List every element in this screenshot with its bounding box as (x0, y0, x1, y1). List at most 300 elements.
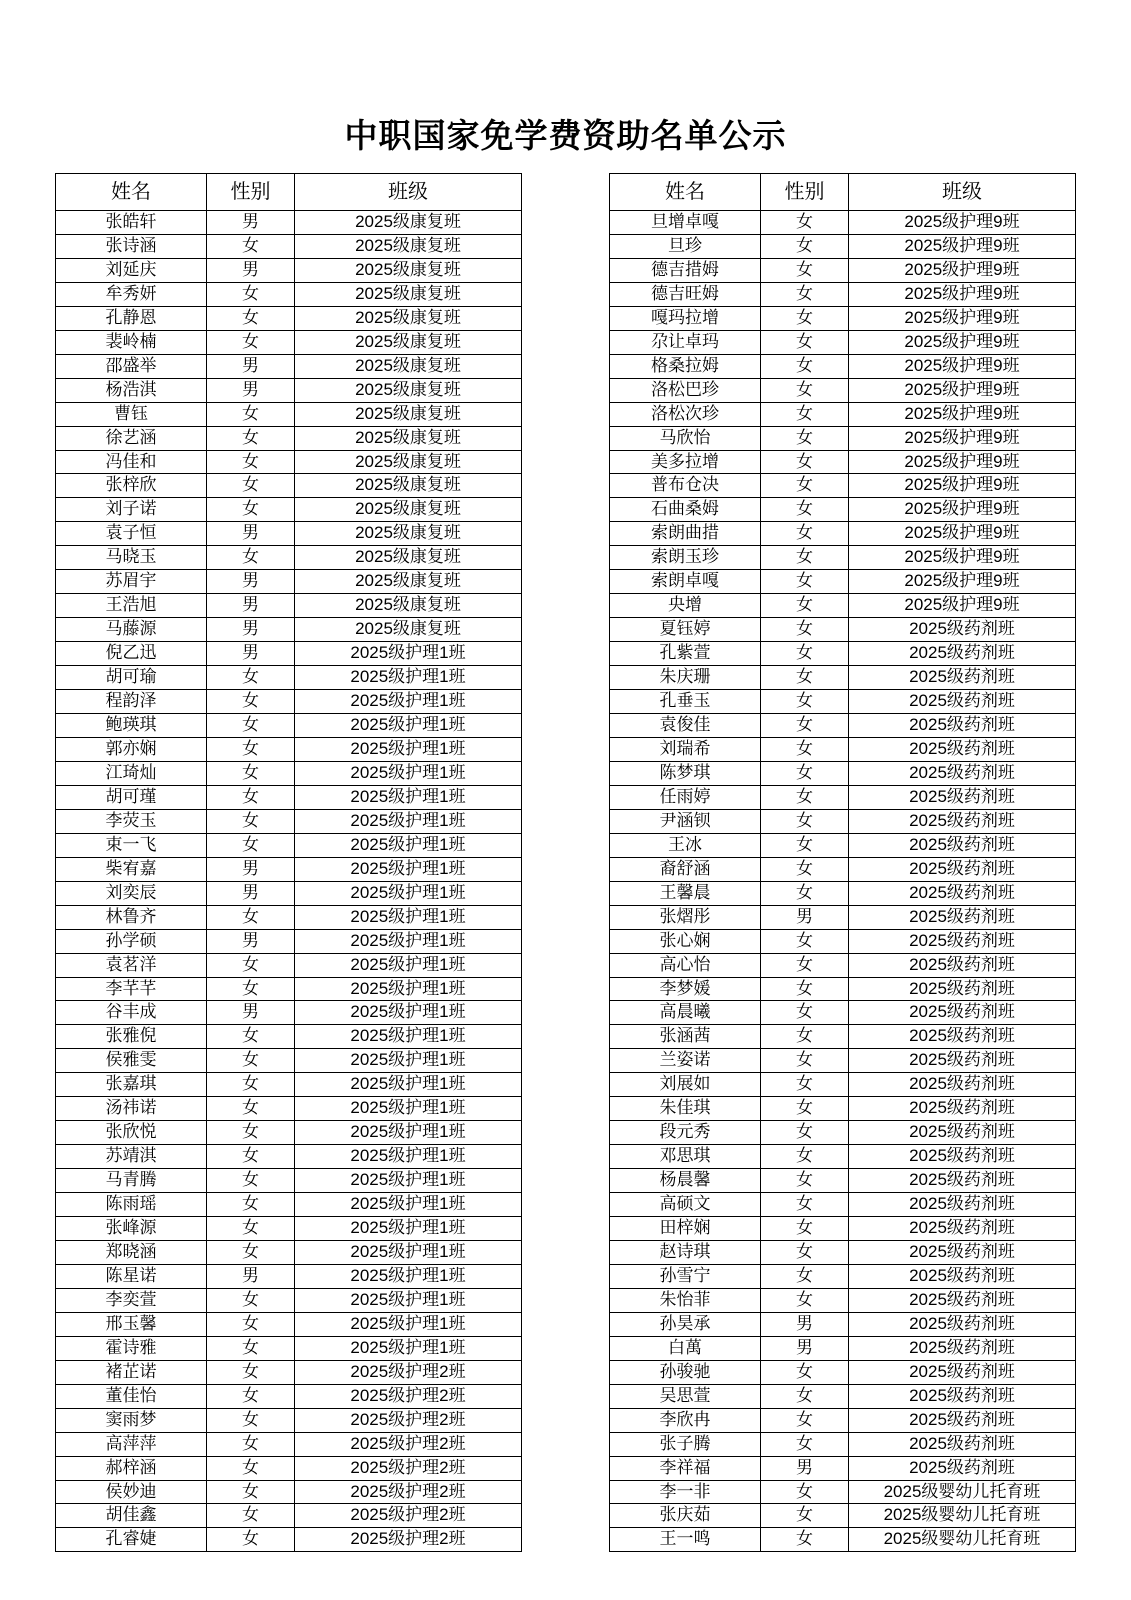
table-row (610, 1456, 1076, 1480)
cell-gender: 女 (207, 1288, 295, 1312)
cell-gender: 女 (761, 881, 849, 905)
cell-gender: 女 (207, 402, 295, 426)
cell-class: 2025级药剂班 (849, 1384, 1076, 1408)
cell-class: 2025级康复班 (295, 211, 522, 235)
cell-name: 索朗玉珍 (610, 546, 761, 570)
cell-name: 索朗卓嘎 (610, 570, 761, 594)
cell-name: 褚芷诺 (56, 1360, 207, 1384)
cell-class: 2025级护理9班 (849, 306, 1076, 330)
cell-name: 德吉措姆 (610, 258, 761, 282)
table-row (56, 1360, 522, 1384)
table-row (610, 642, 1076, 666)
cell-gender: 女 (207, 498, 295, 522)
cell-gender: 女 (761, 1384, 849, 1408)
table-row (56, 258, 522, 282)
cell-gender: 女 (761, 1240, 849, 1264)
cell-gender: 女 (207, 546, 295, 570)
cell-class: 2025级护理1班 (295, 1336, 522, 1360)
cell-class: 2025级药剂班 (849, 1169, 1076, 1193)
cell-name: 孔紫萱 (610, 642, 761, 666)
table-row (610, 258, 1076, 282)
cell-class: 2025级护理1班 (295, 977, 522, 1001)
cell-name: 刘子诺 (56, 498, 207, 522)
cell-class: 2025级护理9班 (849, 354, 1076, 378)
cell-class: 2025级护理1班 (295, 1121, 522, 1145)
cell-gender: 女 (207, 785, 295, 809)
cell-class: 2025级护理9班 (849, 426, 1076, 450)
cell-class: 2025级护理1班 (295, 737, 522, 761)
cell-name: 索朗曲措 (610, 522, 761, 546)
table-row (56, 426, 522, 450)
cell-name: 马藤源 (56, 618, 207, 642)
cell-class: 2025级康复班 (295, 258, 522, 282)
cell-gender: 女 (207, 1408, 295, 1432)
table-row (56, 690, 522, 714)
cell-name: 李祥福 (610, 1456, 761, 1480)
cell-name: 高心怡 (610, 953, 761, 977)
table-row (610, 1193, 1076, 1217)
cell-name: 王馨晨 (610, 881, 761, 905)
cell-class: 2025级护理1班 (295, 1312, 522, 1336)
cell-name: 袁茗洋 (56, 953, 207, 977)
cell-name: 德吉旺姆 (610, 282, 761, 306)
cell-name: 陈梦琪 (610, 761, 761, 785)
cell-name: 张嘉琪 (56, 1073, 207, 1097)
table-row (56, 977, 522, 1001)
cell-gender: 女 (761, 929, 849, 953)
table-row (56, 1145, 522, 1169)
cell-gender: 女 (761, 1528, 849, 1552)
cell-class: 2025级婴幼儿托育班 (849, 1528, 1076, 1552)
cell-name: 田梓娴 (610, 1217, 761, 1241)
table-row (610, 1504, 1076, 1528)
table-row (56, 330, 522, 354)
cell-gender: 女 (761, 306, 849, 330)
cell-gender: 女 (761, 211, 849, 235)
cell-gender: 女 (761, 1121, 849, 1145)
table-row (56, 211, 522, 235)
cell-gender: 女 (761, 618, 849, 642)
table-row (56, 1217, 522, 1241)
table-row (610, 690, 1076, 714)
cell-name: 孔静恩 (56, 306, 207, 330)
cell-gender: 女 (761, 330, 849, 354)
cell-name: 杨浩淇 (56, 378, 207, 402)
table-row (610, 594, 1076, 618)
cell-gender: 男 (207, 1001, 295, 1025)
cell-class: 2025级护理9班 (849, 474, 1076, 498)
table-row (610, 1336, 1076, 1360)
table-row (56, 953, 522, 977)
cell-gender: 女 (761, 1217, 849, 1241)
cell-name: 普布仓决 (610, 474, 761, 498)
cell-name: 杨晨馨 (610, 1169, 761, 1193)
table-row (56, 474, 522, 498)
table-row (610, 1528, 1076, 1552)
cell-name: 柴宥嘉 (56, 857, 207, 881)
cell-name: 束一飞 (56, 833, 207, 857)
cell-class: 2025级护理1班 (295, 785, 522, 809)
cell-gender: 女 (761, 426, 849, 450)
cell-gender: 女 (761, 498, 849, 522)
cell-class: 2025级药剂班 (849, 1001, 1076, 1025)
table-row (56, 666, 522, 690)
table-row (610, 1264, 1076, 1288)
cell-class: 2025级药剂班 (849, 881, 1076, 905)
table-row (56, 1240, 522, 1264)
cell-gender: 女 (207, 1169, 295, 1193)
cell-gender: 女 (207, 1121, 295, 1145)
cell-name: 段元秀 (610, 1121, 761, 1145)
cell-name: 洛松次珍 (610, 402, 761, 426)
cell-gender: 女 (207, 1504, 295, 1528)
cell-class: 2025级护理2班 (295, 1384, 522, 1408)
header-row (56, 174, 522, 211)
cell-class: 2025级婴幼儿托育班 (849, 1504, 1076, 1528)
cell-class: 2025级护理9班 (849, 594, 1076, 618)
cell-gender: 女 (207, 1073, 295, 1097)
cell-gender: 男 (207, 929, 295, 953)
cell-class: 2025级护理9班 (849, 378, 1076, 402)
cell-gender: 女 (761, 666, 849, 690)
table-row (56, 1408, 522, 1432)
cell-gender: 男 (761, 1456, 849, 1480)
table-row (56, 881, 522, 905)
table-row (56, 1336, 522, 1360)
cell-name: 王浩旭 (56, 594, 207, 618)
cell-gender: 女 (761, 450, 849, 474)
table-row (56, 570, 522, 594)
cell-name: 孙雪宁 (610, 1264, 761, 1288)
table-row (610, 570, 1076, 594)
cell-gender: 女 (207, 1360, 295, 1384)
cell-name: 吴思萱 (610, 1384, 761, 1408)
cell-name: 陈星诺 (56, 1264, 207, 1288)
cell-gender: 男 (207, 594, 295, 618)
cell-gender: 男 (761, 1312, 849, 1336)
table-row (610, 1049, 1076, 1073)
table-row (610, 1384, 1076, 1408)
cell-gender: 女 (761, 546, 849, 570)
cell-name: 王一鸣 (610, 1528, 761, 1552)
cell-name: 马欣怡 (610, 426, 761, 450)
cell-class: 2025级护理1班 (295, 761, 522, 785)
table-body-left (56, 211, 522, 1552)
cell-name: 兰姿诺 (610, 1049, 761, 1073)
table-row (56, 1169, 522, 1193)
table-row (56, 1528, 522, 1552)
cell-class: 2025级药剂班 (849, 809, 1076, 833)
cell-gender: 男 (207, 1264, 295, 1288)
cell-class: 2025级药剂班 (849, 857, 1076, 881)
cell-gender: 男 (207, 378, 295, 402)
table-header-left (56, 174, 522, 211)
cell-gender: 女 (207, 474, 295, 498)
cell-class: 2025级药剂班 (849, 785, 1076, 809)
cell-class: 2025级护理9班 (849, 450, 1076, 474)
table-body-right (610, 211, 1076, 1552)
cell-name: 朱佳琪 (610, 1097, 761, 1121)
cell-name: 洛松巴珍 (610, 378, 761, 402)
cell-name: 邢玉馨 (56, 1312, 207, 1336)
cell-gender: 女 (761, 1025, 849, 1049)
table-row (610, 1025, 1076, 1049)
roster-tables-container (55, 173, 1076, 1552)
cell-gender: 女 (761, 1073, 849, 1097)
table-row (610, 977, 1076, 1001)
cell-name: 高硕文 (610, 1193, 761, 1217)
cell-gender: 女 (761, 714, 849, 738)
cell-name: 尹涵钡 (610, 809, 761, 833)
cell-name: 郭亦娴 (56, 737, 207, 761)
cell-class: 2025级护理9班 (849, 211, 1076, 235)
cell-name: 任雨婷 (610, 785, 761, 809)
cell-class: 2025级护理1班 (295, 929, 522, 953)
cell-class: 2025级护理9班 (849, 402, 1076, 426)
table-row (56, 1001, 522, 1025)
cell-name: 李一非 (610, 1480, 761, 1504)
cell-class: 2025级康复班 (295, 522, 522, 546)
cell-class: 2025级护理1班 (295, 881, 522, 905)
cell-gender: 男 (207, 258, 295, 282)
table-row (56, 1312, 522, 1336)
cell-gender: 女 (207, 666, 295, 690)
table-row (610, 211, 1076, 235)
cell-name: 李奕萱 (56, 1288, 207, 1312)
table-row (56, 354, 522, 378)
cell-name: 白萬 (610, 1336, 761, 1360)
cell-gender: 女 (761, 1408, 849, 1432)
cell-class: 2025级护理2班 (295, 1432, 522, 1456)
table-row (56, 833, 522, 857)
table-row (610, 1121, 1076, 1145)
table-row (610, 450, 1076, 474)
cell-name: 孙学硕 (56, 929, 207, 953)
cell-class: 2025级康复班 (295, 234, 522, 258)
cell-gender: 男 (207, 522, 295, 546)
cell-gender: 女 (761, 594, 849, 618)
cell-class: 2025级护理1班 (295, 690, 522, 714)
cell-name: 裔舒涵 (610, 857, 761, 881)
cell-name: 胡佳鑫 (56, 1504, 207, 1528)
table-row (610, 1240, 1076, 1264)
page-title: 中职国家免学费资助名单公示 (344, 119, 787, 155)
cell-name: 张熠彤 (610, 905, 761, 929)
table-row (610, 714, 1076, 738)
cell-class: 2025级药剂班 (849, 953, 1076, 977)
cell-gender: 女 (761, 761, 849, 785)
cell-class: 2025级康复班 (295, 498, 522, 522)
cell-class: 2025级康复班 (295, 378, 522, 402)
cell-class: 2025级药剂班 (849, 666, 1076, 690)
table-row (610, 1360, 1076, 1384)
cell-class: 2025级护理1班 (295, 1193, 522, 1217)
cell-name: 侯妙迪 (56, 1480, 207, 1504)
cell-class: 2025级药剂班 (849, 714, 1076, 738)
cell-name: 曹钰 (56, 402, 207, 426)
cell-gender: 女 (761, 1001, 849, 1025)
cell-gender: 女 (207, 234, 295, 258)
table-row (610, 474, 1076, 498)
cell-class: 2025级药剂班 (849, 737, 1076, 761)
cell-name: 裴岭楠 (56, 330, 207, 354)
cell-name: 陈雨瑶 (56, 1193, 207, 1217)
cell-name: 张皓轩 (56, 211, 207, 235)
cell-class: 2025级药剂班 (849, 1217, 1076, 1241)
cell-name: 袁子恒 (56, 522, 207, 546)
cell-class: 2025级药剂班 (849, 929, 1076, 953)
table-row (56, 498, 522, 522)
cell-gender: 男 (207, 642, 295, 666)
cell-class: 2025级康复班 (295, 282, 522, 306)
table-row (610, 1169, 1076, 1193)
cell-gender: 女 (761, 785, 849, 809)
cell-gender: 男 (207, 618, 295, 642)
cell-class: 2025级药剂班 (849, 1073, 1076, 1097)
table-row (610, 1073, 1076, 1097)
cell-class: 2025级护理9班 (849, 258, 1076, 282)
cell-name: 袁俊佳 (610, 714, 761, 738)
column-header-class: 班级 (295, 174, 522, 211)
cell-name: 刘瑞希 (610, 737, 761, 761)
table-row (610, 354, 1076, 378)
cell-name: 尕让卓玛 (610, 330, 761, 354)
roster-table-right (609, 173, 1076, 1552)
cell-class: 2025级护理9班 (849, 522, 1076, 546)
cell-gender: 女 (761, 690, 849, 714)
table-row (610, 809, 1076, 833)
cell-gender: 女 (761, 1169, 849, 1193)
cell-gender: 女 (761, 857, 849, 881)
cell-name: 张峰源 (56, 1217, 207, 1241)
cell-gender: 女 (207, 761, 295, 785)
cell-class: 2025级康复班 (295, 426, 522, 450)
cell-gender: 男 (761, 1336, 849, 1360)
cell-gender: 女 (207, 1025, 295, 1049)
table-row (610, 426, 1076, 450)
column-header-gender: 性别 (761, 174, 849, 211)
roster-table-left (55, 173, 522, 1552)
table-row (56, 1049, 522, 1073)
cell-class: 2025级护理1班 (295, 809, 522, 833)
cell-class: 2025级药剂班 (849, 905, 1076, 929)
cell-class: 2025级护理9班 (849, 546, 1076, 570)
cell-name: 旦珍 (610, 234, 761, 258)
cell-gender: 女 (761, 833, 849, 857)
cell-name: 朱怡菲 (610, 1288, 761, 1312)
cell-name: 孔垂玉 (610, 690, 761, 714)
cell-name: 徐艺涵 (56, 426, 207, 450)
cell-class: 2025级药剂班 (849, 1025, 1076, 1049)
cell-class: 2025级护理2班 (295, 1504, 522, 1528)
table-row (56, 450, 522, 474)
cell-gender: 男 (207, 857, 295, 881)
cell-gender: 女 (761, 642, 849, 666)
cell-gender: 女 (761, 282, 849, 306)
table-row (610, 785, 1076, 809)
cell-gender: 女 (207, 1456, 295, 1480)
cell-gender: 男 (207, 211, 295, 235)
cell-class: 2025级药剂班 (849, 1097, 1076, 1121)
cell-name: 冯佳和 (56, 450, 207, 474)
cell-gender: 男 (207, 354, 295, 378)
cell-name: 马青腾 (56, 1169, 207, 1193)
cell-class: 2025级药剂班 (849, 1145, 1076, 1169)
table-row (56, 929, 522, 953)
cell-name: 刘奕辰 (56, 881, 207, 905)
cell-class: 2025级护理9班 (849, 282, 1076, 306)
cell-gender: 女 (761, 1049, 849, 1073)
cell-gender: 女 (761, 1193, 849, 1217)
table-row (56, 737, 522, 761)
cell-class: 2025级护理2班 (295, 1456, 522, 1480)
column-header-gender: 性别 (207, 174, 295, 211)
cell-gender: 女 (207, 1312, 295, 1336)
cell-class: 2025级药剂班 (849, 1312, 1076, 1336)
cell-class: 2025级药剂班 (849, 1408, 1076, 1432)
cell-class: 2025级护理1班 (295, 1145, 522, 1169)
cell-name: 刘展如 (610, 1073, 761, 1097)
cell-class: 2025级护理1班 (295, 1240, 522, 1264)
cell-name: 张庆茹 (610, 1504, 761, 1528)
cell-name: 张诗涵 (56, 234, 207, 258)
cell-gender: 女 (207, 426, 295, 450)
cell-gender: 女 (761, 234, 849, 258)
cell-gender: 女 (761, 737, 849, 761)
cell-name: 嘎玛拉增 (610, 306, 761, 330)
cell-name: 牟秀妍 (56, 282, 207, 306)
cell-gender: 女 (761, 570, 849, 594)
cell-class: 2025级药剂班 (849, 833, 1076, 857)
table-row (610, 761, 1076, 785)
cell-name: 央增 (610, 594, 761, 618)
cell-class: 2025级药剂班 (849, 618, 1076, 642)
table-row (56, 594, 522, 618)
cell-class: 2025级康复班 (295, 330, 522, 354)
cell-name: 苏眉宇 (56, 570, 207, 594)
cell-class: 2025级婴幼儿托育班 (849, 1480, 1076, 1504)
cell-class: 2025级护理1班 (295, 714, 522, 738)
table-row (610, 618, 1076, 642)
table-row (56, 1264, 522, 1288)
table-row (610, 737, 1076, 761)
cell-name: 胡可瑾 (56, 785, 207, 809)
cell-name: 窦雨梦 (56, 1408, 207, 1432)
cell-gender: 女 (761, 402, 849, 426)
cell-class: 2025级护理2班 (295, 1408, 522, 1432)
cell-name: 赵诗琪 (610, 1240, 761, 1264)
table-row (610, 378, 1076, 402)
cell-class: 2025级药剂班 (849, 1432, 1076, 1456)
cell-name: 朱庆珊 (610, 666, 761, 690)
cell-name: 高晨曦 (610, 1001, 761, 1025)
cell-name: 霍诗雅 (56, 1336, 207, 1360)
cell-gender: 女 (207, 282, 295, 306)
table-row (610, 1097, 1076, 1121)
table-row (56, 282, 522, 306)
table-row (56, 1384, 522, 1408)
cell-name: 汤祎诺 (56, 1097, 207, 1121)
cell-name: 张涵茜 (610, 1025, 761, 1049)
table-row (610, 1288, 1076, 1312)
table-row (56, 905, 522, 929)
table-row (610, 953, 1076, 977)
cell-gender: 女 (207, 1145, 295, 1169)
table-row (56, 1097, 522, 1121)
table-row (610, 1217, 1076, 1241)
table-row (56, 1456, 522, 1480)
cell-name: 孙骏驰 (610, 1360, 761, 1384)
